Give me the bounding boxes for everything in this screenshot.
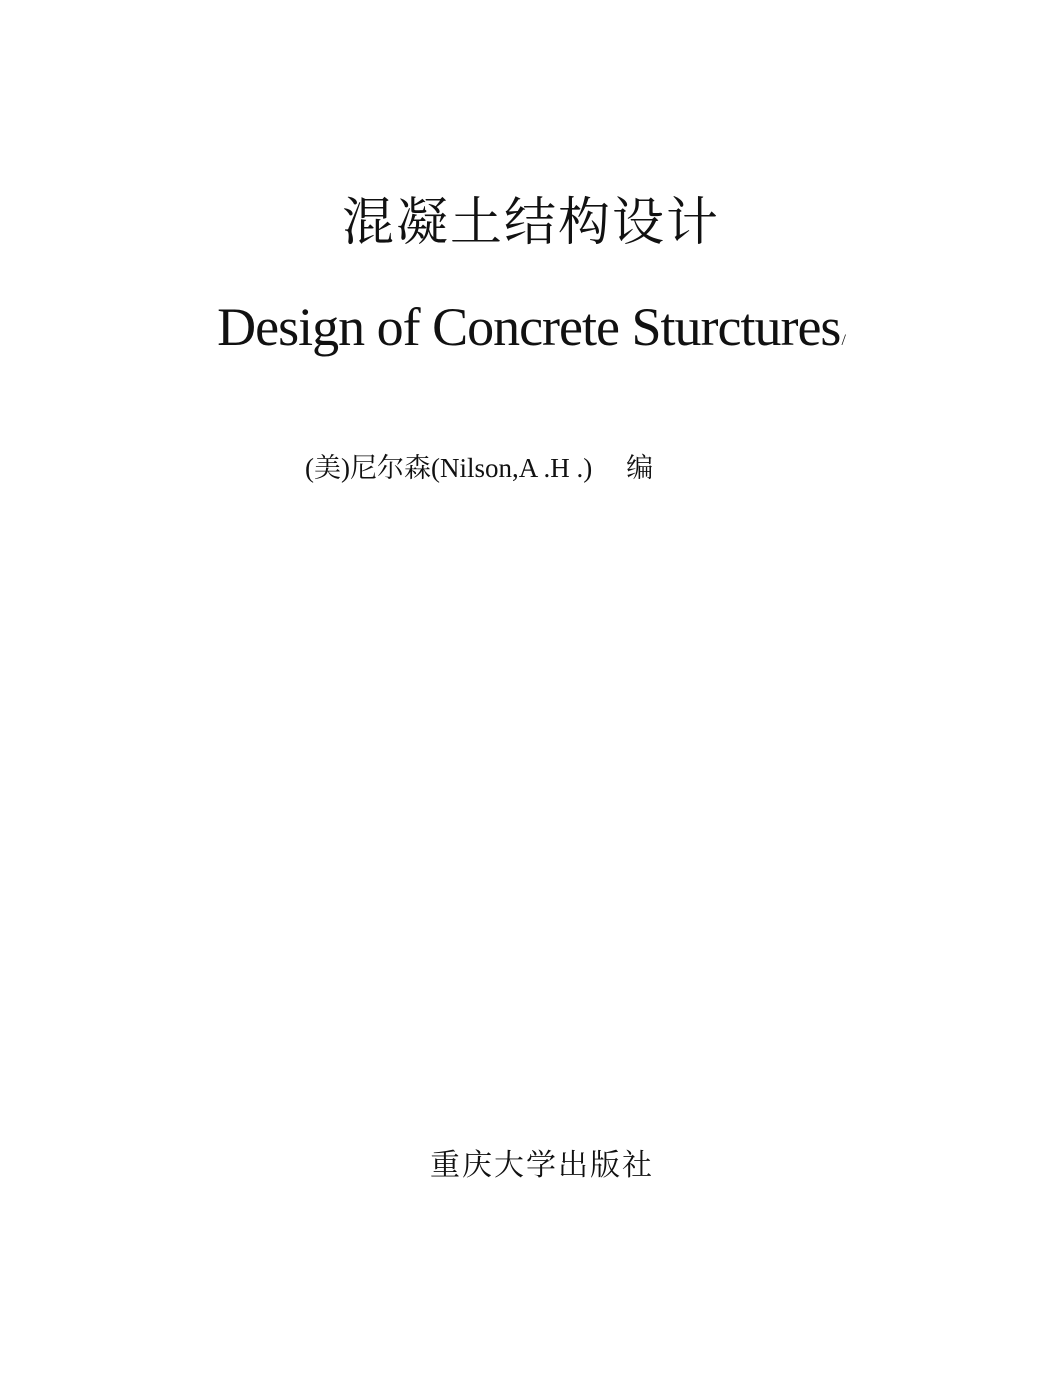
author-role: 编 <box>626 453 654 483</box>
english-title <box>0 292 1062 376</box>
title-slash-mark: / <box>841 332 845 349</box>
english-title-text: Design of Concrete Sturctures <box>217 297 841 357</box>
author-line <box>305 448 653 488</box>
publisher-name: 重庆大学出版社 <box>430 1148 654 1183</box>
author-name: (美)尼尔森(Nilson,A .H .) <box>305 453 593 483</box>
chinese-title: 混凝土结构设计 <box>341 193 720 253</box>
